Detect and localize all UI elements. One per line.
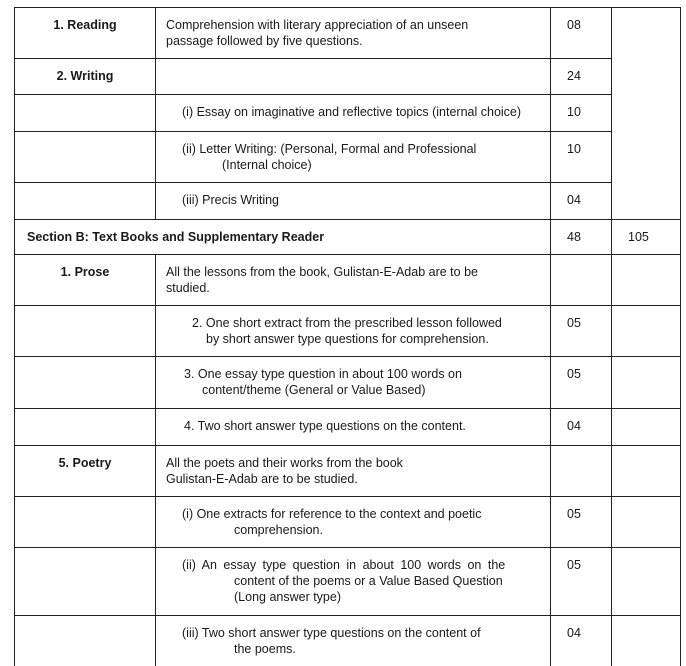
description-line: (i) One extracts for reference to the context and poetic [182,507,481,521]
row-total [612,306,681,357]
row-description [156,95,551,132]
row-description [156,497,551,548]
table-row [15,59,681,95]
row-label [15,409,156,446]
row-total [612,132,681,183]
row-description [156,409,551,446]
row-label: 1. Reading [15,8,156,59]
table-row [15,183,681,220]
description-line: by short answer type questions for comprehension. [192,331,540,347]
syllabus-table [14,7,681,666]
description-line: 4. Two short answer type questions on the content. [184,419,466,433]
table-row [15,497,681,548]
description-line: (i) Essay on imaginative and reflective topics (internal choice) [182,105,521,119]
description-line: studied. [166,280,540,296]
table-row [15,306,681,357]
description-line: 2. One short extract from the prescribed lesson followed [192,316,502,330]
description-line: All the poets and their works from the book [166,456,403,470]
row-marks: 04 [551,183,612,220]
row-marks: 08 [551,8,612,59]
row-label: 2. Writing [15,59,156,95]
row-total [612,357,681,409]
row-total [612,548,681,616]
row-description [156,306,551,357]
row-label [15,357,156,409]
row-label: 1. Prose [15,255,156,306]
description-line: (ii) Letter Writing: (Personal, Formal and Professional [182,142,476,156]
row-label [15,132,156,183]
row-description [156,183,551,220]
section-heading: Section B: Text Books and Supplementary Reader [15,220,551,255]
description-line: content/theme (General or Value Based) [184,382,540,398]
table-row [15,255,681,306]
description-line: content of the poems or a Value Based Question [182,573,536,589]
table-row [15,132,681,183]
row-label [15,616,156,666]
table-row [15,548,681,616]
row-marks: 05 [551,497,612,548]
row-total: 105 [612,220,681,255]
row-description [156,616,551,666]
row-marks: 05 [551,548,612,616]
row-marks: 04 [551,409,612,446]
table-row [15,95,681,132]
row-description [156,59,551,95]
row-label [15,95,156,132]
row-marks: 05 [551,306,612,357]
row-marks [551,446,612,497]
row-total [612,446,681,497]
row-marks [551,255,612,306]
description-line: (iii) Two short answer type questions on the content of [182,626,481,640]
row-total [612,8,681,59]
row-marks: 10 [551,132,612,183]
row-description [156,255,551,306]
row-marks: 24 [551,59,612,95]
description-line: All the lessons from the book, Gulistan-E-Adab are to be [166,265,478,279]
description-line: comprehension. [182,522,540,538]
description-line: (ii) An essay type question in about 100 words on the [182,557,536,573]
row-marks: 05 [551,357,612,409]
description-line: (Long answer type) [182,589,536,605]
row-label [15,497,156,548]
row-total [612,409,681,446]
table-row [15,446,681,497]
table-row [15,409,681,446]
row-label: 5. Poetry [15,446,156,497]
description-line: 3. One essay type question in about 100 words on [184,367,462,381]
description-line: Gulistan-E-Adab are to be studied. [166,471,540,487]
table-row [15,616,681,666]
description-line: the poems. [182,641,540,657]
table-row [15,8,681,59]
row-description [156,8,551,59]
row-total [612,95,681,132]
row-total [612,59,681,95]
description-line: (Internal choice) [182,157,540,173]
table-row [15,220,681,255]
row-label [15,306,156,357]
row-total [612,183,681,220]
row-marks: 48 [551,220,612,255]
row-marks: 10 [551,95,612,132]
row-marks: 04 [551,616,612,666]
row-description [156,357,551,409]
row-label [15,548,156,616]
row-total [612,616,681,666]
row-total [612,255,681,306]
description-line: passage followed by five questions. [166,33,540,49]
row-description [156,548,551,616]
description-line: (iii) Precis Writing [182,193,279,207]
row-description [156,446,551,497]
row-total [612,497,681,548]
row-label [15,183,156,220]
description-line: Comprehension with literary appreciation of an unseen [166,18,468,32]
table-row [15,357,681,409]
row-description [156,132,551,183]
